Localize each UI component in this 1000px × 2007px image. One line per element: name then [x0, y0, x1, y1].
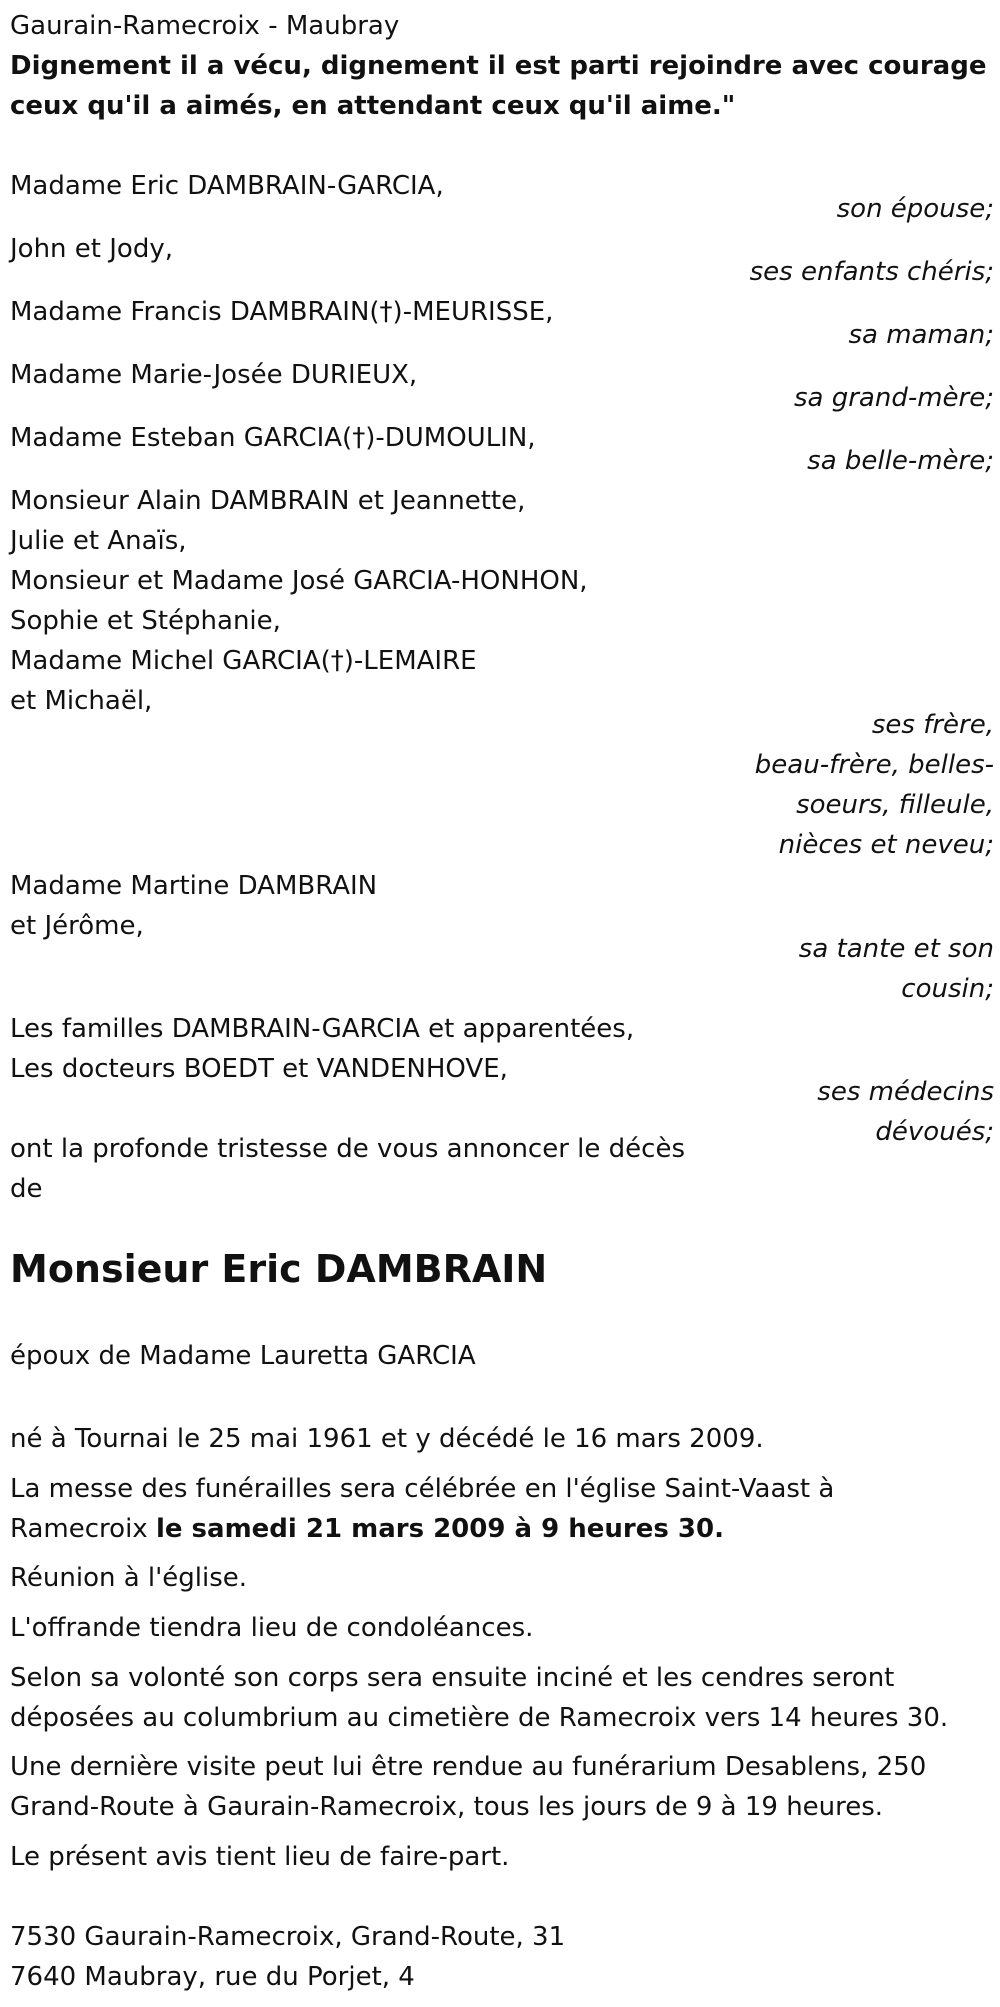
mass-line-1: La messe des funérailles sera célébrée en l'église Saint-Vaast à — [10, 1474, 835, 1504]
quote-line-1: Dignement il a vécu, dignement il est parti rejoindre avec courage — [10, 51, 987, 81]
familles-line: Les familles DAMBRAIN-GARCIA et apparentées, — [10, 1014, 635, 1044]
family-epouse-name: Madame Eric DAMBRAIN-GARCIA, — [10, 171, 444, 201]
mass-line-2-start: Ramecroix — [10, 1514, 156, 1544]
siblings-role-line: ses frère, — [871, 710, 994, 740]
deceased-name: Monsieur Eric DAMBRAIN — [10, 1247, 548, 1291]
family-bellemere-name: Madame Esteban GARCIA(†)-DUMOULIN, — [10, 423, 536, 453]
medecins-role-line: dévoués; — [875, 1117, 994, 1147]
family-epouse-role: son épouse; — [836, 194, 994, 224]
siblings-line: Sophie et Stéphanie, — [10, 606, 281, 636]
announcement-line-2: de — [10, 1174, 43, 1204]
family-enfants-role: ses enfants chéris; — [749, 257, 994, 287]
cremation-line-2: déposées au columbrium au cimetière de Ramecroix vers 14 heures 30. — [10, 1703, 949, 1733]
visit-line-2: Grand-Route à Gaurain-Ramecroix, tous les jours de 9 à 19 heures. — [10, 1792, 884, 1822]
siblings-line: Madame Michel GARCIA(†)-LEMAIRE — [10, 646, 477, 676]
quote-line-2: ceux qu'il a aimés, en attendant ceux qu'il aime." — [10, 91, 736, 121]
reunion-line: Réunion à l'église. — [10, 1563, 248, 1593]
family-grandmere-name: Madame Marie-Josée DURIEUX, — [10, 360, 418, 390]
mass-date-time: le samedi 21 mars 2009 à 9 heures 30. — [155, 1514, 724, 1544]
cremation-line-1: Selon sa volonté son corps sera ensuite inciné et les cendres seront — [10, 1663, 895, 1693]
announcement-line-1: ont la profonde tristesse de vous annoncer le décès — [10, 1134, 685, 1164]
address-line: 7530 Gaurain-Ramecroix, Grand-Route, 31 — [10, 1922, 566, 1952]
siblings-role-line: soeurs, filleule, — [796, 790, 994, 820]
siblings-role-line: beau-frère, belles- — [754, 750, 994, 780]
tante-line: Madame Martine DAMBRAIN — [10, 871, 378, 901]
header-location: Gaurain-Ramecroix - Maubray — [10, 11, 400, 41]
tante-role-line: cousin; — [901, 974, 994, 1004]
mass-line-2 — [10, 1509, 724, 1549]
siblings-line: Monsieur Alain DAMBRAIN et Jeannette, — [10, 486, 526, 516]
tante-role-line: sa tante et son — [798, 934, 994, 964]
visit-line-1: Une dernière visite peut lui être rendue au funérarium Desablens, 250 — [10, 1752, 927, 1782]
address-line: 7640 Maubray, rue du Porjet, 4 — [10, 1962, 415, 1992]
tante-line: et Jérôme, — [10, 911, 144, 941]
family-maman-role: sa maman; — [848, 320, 994, 350]
offrande-line: L'offrande tiendra lieu de condoléances. — [10, 1613, 534, 1643]
deceased-spouse: époux de Madame Lauretta GARCIA — [10, 1341, 476, 1371]
family-grandmere-role: sa grand-mère; — [793, 383, 994, 413]
siblings-line: Monsieur et Madame José GARCIA-HONHON, — [10, 566, 588, 596]
docteurs-line: Les docteurs BOEDT et VANDENHOVE, — [10, 1054, 508, 1084]
birth-death-line: né à Tournai le 25 mai 1961 et y décédé le 16 mars 2009. — [10, 1424, 764, 1454]
siblings-line: Julie et Anaïs, — [10, 526, 187, 556]
siblings-role-line: nièces et neveu; — [778, 830, 994, 860]
medecins-role-line: ses médecins — [817, 1077, 994, 1107]
family-enfants-name: John et Jody, — [10, 234, 173, 264]
family-maman-name: Madame Francis DAMBRAIN(†)-MEURISSE, — [10, 297, 554, 327]
family-bellemere-role: sa belle-mère; — [807, 446, 994, 476]
faire-part-line: Le présent avis tient lieu de faire-part. — [10, 1842, 510, 1872]
siblings-line: et Michaël, — [10, 686, 153, 716]
